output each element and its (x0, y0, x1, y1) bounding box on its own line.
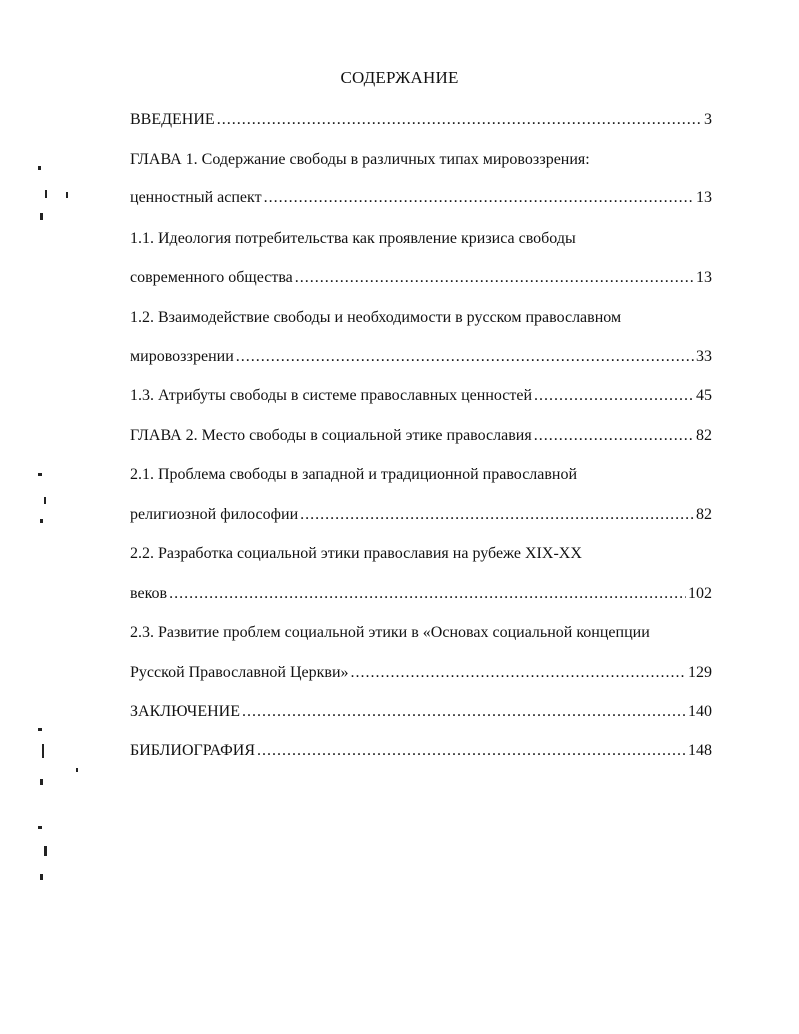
scan-mark (44, 846, 47, 856)
leader-dots (242, 700, 686, 724)
leader-dots (295, 266, 694, 290)
toc-entry-text: ЗАКЛЮЧЕНИЕ (130, 703, 240, 720)
leader-dots (217, 108, 702, 132)
toc-entry-chapter2[interactable] (130, 424, 712, 448)
leader-dots (257, 739, 686, 763)
toc-entry-page: 140 (688, 703, 712, 720)
scan-mark (38, 166, 41, 170)
toc-entry-introduction[interactable] (130, 108, 712, 132)
toc-entry-page: 129 (688, 664, 712, 681)
toc-entry-1-2[interactable] (130, 345, 712, 369)
toc-entry-2-1[interactable] (130, 503, 712, 527)
toc-entry-bibliography[interactable] (130, 739, 712, 763)
toc-entry-chapter1[interactable] (130, 186, 712, 210)
leader-dots (351, 661, 686, 685)
toc-entry-page: 13 (696, 269, 712, 286)
toc-entry-text: ценностный аспект (130, 189, 262, 206)
scan-mark (42, 744, 44, 758)
toc-entry-page: 3 (704, 111, 712, 128)
scan-mark (38, 473, 42, 476)
leader-dots (534, 424, 694, 448)
leader-dots (169, 582, 686, 606)
toc-entry-2-2[interactable] (130, 582, 712, 606)
leader-dots (236, 345, 694, 369)
toc-entry-chapter1-line1: ГЛАВА 1. Содержание свободы в различных типах мировоззрения: (130, 151, 590, 168)
toc-entry-2-3[interactable] (130, 661, 712, 685)
toc-entry-page: 148 (688, 742, 712, 759)
leader-dots (300, 503, 694, 527)
toc-entry-text: ГЛАВА 2. Место свободы в социальной этике православия (130, 427, 532, 444)
toc-entry-2-2-line1: 2.2. Разработка социальной этики православия на рубеже XIX-XX (130, 545, 582, 562)
toc-entry-text: веков (130, 585, 168, 602)
toc-entry-text: современного общества (130, 269, 293, 286)
scan-mark (38, 728, 42, 731)
toc-entry-page: 13 (696, 189, 712, 206)
scan-mark (40, 874, 43, 880)
toc-entry-1-3[interactable] (130, 384, 712, 408)
toc-entry-1-1-line1: 1.1. Идеология потребительства как проявление кризиса свободы (130, 230, 576, 247)
toc-entry-page: 82 (696, 506, 712, 523)
scan-mark (66, 192, 68, 198)
toc-entry-text: Русской Православной Церкви» (130, 664, 349, 681)
toc-entry-1-1[interactable] (130, 266, 712, 290)
toc-entry-page: 102 (688, 585, 712, 602)
toc-entry-text: БИБЛИОГРАФИЯ (130, 742, 256, 759)
toc-entry-2-3-line1: 2.3. Развитие проблем социальной этики в «Основах социальной концепции (130, 624, 650, 641)
scan-mark (40, 779, 43, 785)
scan-mark (40, 519, 43, 523)
toc-entry-1-2-line1: 1.2. Взаимодействие свободы и необходимости в русском православном (130, 309, 622, 326)
toc-entry-text: религиозной философии (130, 506, 299, 523)
leader-dots (264, 186, 694, 210)
scan-mark (38, 826, 42, 829)
toc-entry-text: 1.3. Атрибуты свободы в системе православных ценностей (130, 387, 533, 404)
toc-entry-text: мировоззрении (130, 348, 234, 365)
toc-entry-page: 82 (696, 427, 712, 444)
scan-mark (40, 213, 43, 220)
toc-entry-page: 33 (696, 348, 712, 365)
toc-entry-text: ВВЕДЕНИЕ (130, 111, 215, 128)
toc-entry-conclusion[interactable] (130, 700, 712, 724)
scan-mark (76, 768, 78, 772)
leader-dots (534, 384, 694, 408)
toc-entry-page: 45 (696, 387, 712, 404)
scan-mark (44, 497, 46, 504)
scan-mark (45, 190, 47, 198)
toc-entry-2-1-line1: 2.1. Проблема свободы в западной и традиционной православной (130, 466, 578, 483)
page-title: СОДЕРЖАНИЕ (340, 68, 459, 87)
